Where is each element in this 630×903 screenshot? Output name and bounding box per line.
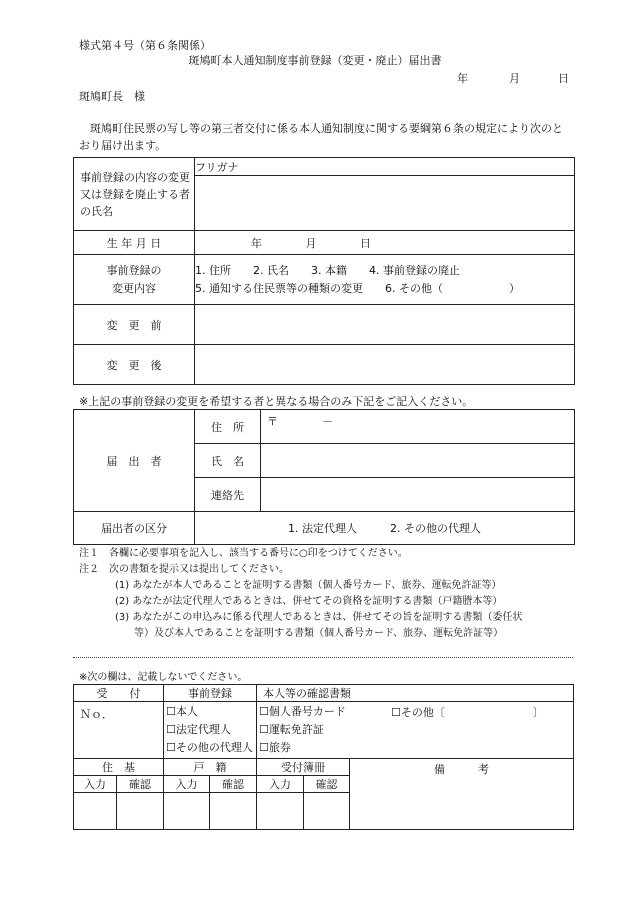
notifier-name-label: 氏 名 (195, 444, 261, 478)
residence-input-label: 入力 (74, 776, 117, 793)
reg-option-legal-proxy[interactable]: ☐法定代理人 (166, 723, 231, 736)
reg-option-self[interactable]: ☐本人 (166, 705, 198, 718)
ledger-confirm-box[interactable] (304, 793, 350, 830)
after-label: 変 更 後 (74, 345, 195, 385)
date-year-label: 年 (457, 72, 468, 85)
birth-month-label: 月 (305, 236, 317, 250)
receipt-number[interactable] (74, 702, 164, 759)
proxy-note: ※上記の事前登録の変更を希望する者と異なる場合のみ下記をご記入ください。 (79, 395, 474, 408)
remarks-header: 備 考 (434, 763, 490, 776)
date-day-label: 日 (558, 72, 569, 85)
residence-header: 住 基 (74, 759, 164, 776)
after-field[interactable] (195, 345, 575, 385)
residence-input-box[interactable] (74, 793, 117, 830)
family-register-header: 戸 籍 (164, 759, 257, 776)
family-confirm-box[interactable] (210, 793, 257, 830)
change-label-line2: 変更内容 (112, 281, 156, 295)
doc-option-other[interactable]: ☐その他〔 〕 (391, 706, 544, 719)
name-label: 事前登録の内容の変更又は登録を廃止する者の氏名 (74, 158, 195, 231)
birth-year-label: 年 (251, 236, 262, 250)
remarks-cell[interactable] (350, 759, 574, 830)
notes-section (79, 546, 522, 642)
family-confirm-label: 確認 (210, 776, 257, 793)
change-options-line2: 5. 通知する住民票等の種類の変更 6. その他（ ） (195, 281, 520, 295)
registration-options[interactable] (164, 702, 257, 759)
furigana-field[interactable]: フリガナ (195, 158, 575, 176)
ledger-confirm-label: 確認 (304, 776, 350, 793)
date-month-label: 月 (509, 72, 520, 85)
change-content-label (74, 255, 195, 305)
ledger-input-box[interactable] (257, 793, 304, 830)
note-2-item-3-cont: 等）及び本人であることを証明する書類（個人番号カード、旅券、運転免許証等） (134, 628, 504, 639)
notifier-name-field[interactable] (261, 444, 575, 478)
doc-option-license[interactable]: ☐運転免許証 (259, 723, 324, 736)
change-label-line1: 事前登録の (106, 263, 162, 277)
office-table (73, 684, 574, 830)
receipt-header: 受 付 (74, 685, 164, 702)
doc-option-mynumber[interactable]: ☐個人番号カード (259, 705, 346, 718)
doc-options[interactable] (257, 702, 574, 759)
family-input-label: 入力 (164, 776, 210, 793)
notifier-label: 届 出 者 (74, 410, 195, 512)
birth-date-field[interactable] (195, 231, 575, 255)
office-use-note: ※次の欄は、記載しないでください。 (79, 672, 248, 683)
ledger-header: 受付簿冊 (257, 759, 350, 776)
contact-label: 連絡先 (195, 478, 261, 512)
category-label: 届出者の区分 (74, 512, 195, 545)
birth-date-label: 生 年 月 日 (74, 231, 195, 255)
family-input-box[interactable] (164, 793, 210, 830)
addressee: 斑鳩町長 様 (79, 90, 145, 103)
docs-header: 本人等の確認書類 (257, 685, 574, 702)
note-2-item-2: (2) あなたが法定代理人であるときは、併せてその資格を証明する書類（戸籍謄本等） (115, 596, 503, 607)
residence-confirm-box[interactable] (117, 793, 164, 830)
note-2-item-1: (1) あなたが本人であることを証明する書類（個人番号カード、旅券、運転免許証等） (115, 580, 502, 591)
intro-text (79, 120, 569, 154)
postal-mark: 〒 － (267, 415, 333, 428)
form-title: 斑鳩町本人通知制度事前登録（変更・廃止）届出書 (188, 54, 442, 67)
change-options[interactable] (195, 255, 575, 305)
reg-option-other-proxy[interactable]: ☐その他の代理人 (166, 741, 253, 754)
note-1: 注１ 各欄に必要事項を記入し、該当する番号に○印をつけてください。 (79, 548, 408, 559)
birth-day-label: 日 (360, 236, 371, 250)
intro-body: 斑鳩町住民票の写し等の第三者交付に係る本人通知制度に関する要綱第６条の規定により次のとおり届け出ます。 (79, 122, 563, 152)
proxy-table (73, 409, 575, 545)
ledger-input-label: 入力 (257, 776, 304, 793)
note-2-item-3: (3) あなたがこの申込みに係る代理人であるときは、併せてその旨を証明する書類（委任状 (115, 612, 523, 623)
address-field[interactable] (261, 410, 575, 444)
address-label: 住 所 (195, 410, 261, 444)
before-field[interactable] (195, 305, 575, 345)
doc-option-passport[interactable]: ☐旅券 (259, 741, 291, 754)
form-number: 様式第４号（第６条関係） (79, 39, 211, 52)
before-label: 変 更 前 (74, 305, 195, 345)
change-options-line1: 1. 住所 2. 氏名 3. 本籍 4. 事前登録の廃止 (195, 263, 460, 277)
main-table (73, 157, 575, 385)
residence-confirm-label: 確認 (117, 776, 164, 793)
name-field[interactable] (195, 176, 575, 231)
registration-header: 事前登録 (164, 685, 257, 702)
category-options[interactable]: 1. 法定代理人 2. その他の代理人 (195, 512, 575, 545)
number-label: Ｎｏ． (80, 708, 113, 721)
cut-line (73, 657, 573, 658)
note-2: 注２ 次の書類を提示又は提出してください。 (79, 564, 289, 575)
contact-field[interactable] (261, 478, 575, 512)
